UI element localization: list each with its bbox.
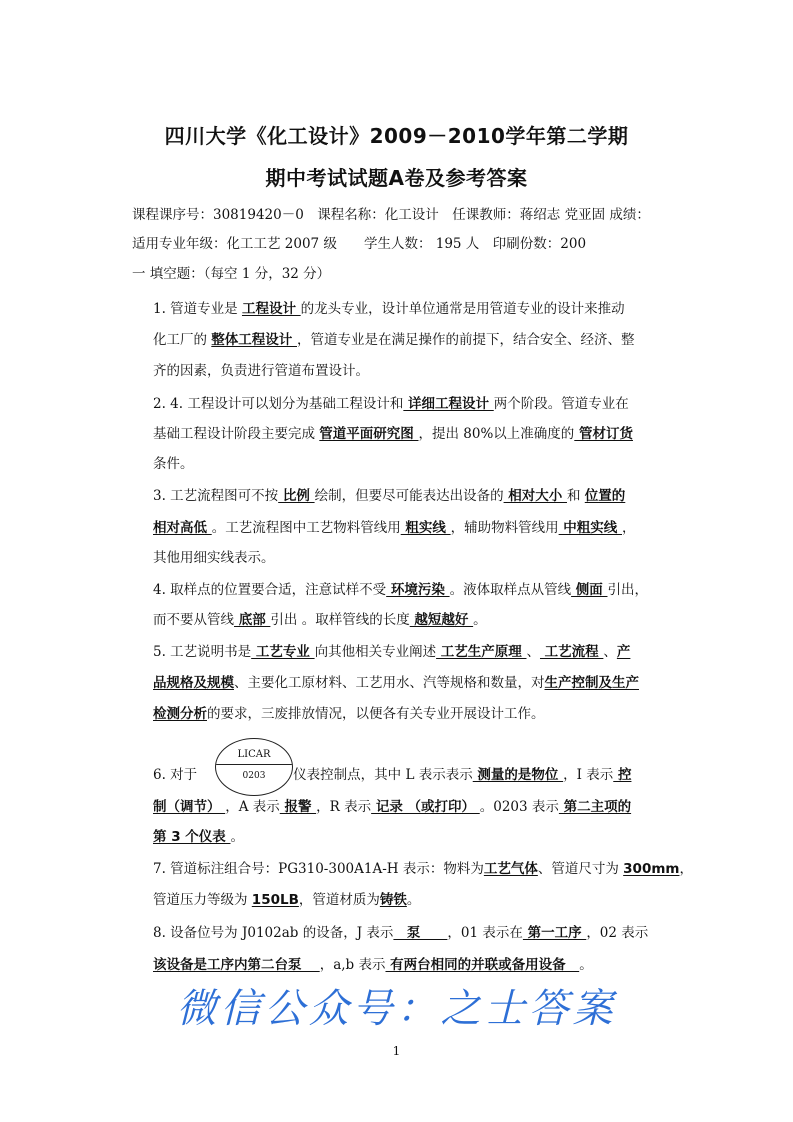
text-line [153,674,639,692]
question-text: 7. 管道标注组合号：PG310-300A1A-H 表示：物料为 [153,861,484,877]
question-text: 一 填空题：（每空 1 分，32 分） [132,266,331,282]
question-text: 8. 设备位号为 J0102ab 的设备，J 表示 [153,925,394,941]
question-text: 5. 工艺说明书是 [153,644,252,660]
answer-blank: 比例 [278,488,315,504]
question-text: 和 [566,488,585,504]
text-line [153,425,633,443]
instrument-number: 0203 [242,771,266,781]
question-text: 。 [230,829,244,845]
answer-blank: 工艺专业 [251,644,315,660]
text-line [153,924,648,942]
document-subtitle: 期中考试试题A卷及参考答案 [265,166,528,190]
question-text: ，02 表示 [586,925,649,941]
question-text: ，A 表示 [225,799,280,815]
text-line [153,643,630,661]
question-text: 课程课序号：30819420－0 课程名称：化工设计 任课教师：蒋绍志 党亚固 成绩： [132,207,650,223]
answer-blank: 工艺生产原理 [436,644,527,660]
question-text: ，管道材质为 [298,892,380,908]
question-text: 适用专业年级：化工工艺 2007 级 学生人数： 195 人 印刷份数：200 [132,236,587,252]
question-text: ，a,b 表示 [319,957,386,973]
question-text: 。 [579,957,593,973]
text-line [153,798,631,816]
text-line [153,331,635,349]
question-text: 。0203 表示 [479,799,559,815]
answer-blank: 150LB [251,892,299,908]
question-text: 1. 管道专业是 [153,301,242,317]
question-text: ， [679,861,693,877]
instrument-tag: LICAR [237,749,271,760]
answer-blank: 记录 （或打印） [371,799,480,815]
document-title: 四川大学《化工设计》2009－2010学年第二学期 [164,124,629,148]
answer-blank: 品规格及规模 [153,675,234,691]
answer-blank: 测量的是物位 [472,767,564,783]
question-text: 基础工程设计阶段主要完成 [153,426,320,442]
text-line [153,455,194,473]
question-text: 3. 工艺流程图可不按 [153,488,279,504]
question-text: 。 [473,612,487,628]
question-text: 两个阶段。管道专业在 [493,396,629,412]
answer-blank: 环境污染 [386,582,450,598]
answer-blank: 第一工序 [522,925,587,941]
answer-blank: 控 [613,767,632,783]
question-text: 、 [603,644,617,660]
question-text: ，I 表示 [563,767,614,783]
answer-blank: 底部 [234,612,271,628]
answer-blank: 泵 [393,925,448,941]
text-line [153,300,625,318]
answer-blank: 第 3 个仪表 [153,829,231,845]
text-line [153,362,369,380]
answer-blank: 侧面 [571,582,608,598]
text-line [153,549,275,567]
answer-blank: 中粗实线 [558,520,623,536]
question-text: 管道压力等级为 [153,892,252,908]
question-text: ，提出 80%以上准确度的 [418,426,575,442]
answer-blank: 报警 [279,799,317,815]
text-line [132,265,330,283]
text-line [153,519,636,537]
question-text: 4. 取样点的位置要合适，注意试样不受 [153,582,387,598]
text-line [153,705,545,723]
question-text: 化工厂的 [153,332,212,348]
text-line [153,956,593,974]
answer-blank: 工艺流程 [539,644,604,660]
answer-blank: 工程设计 [241,301,301,317]
question-text: ，辅助物料管线用 [450,520,559,536]
question-text: 、主要化工原材料、工艺用水、汽等规格和数量，对 [234,675,545,691]
page-number: 1 [392,1044,401,1058]
answer-blank: 详细工程设计 [403,396,494,412]
answer-blank: 管材订货 [574,426,633,442]
answer-blank: 300mm [623,861,680,877]
question-text: 2. 4. 工程设计可以划分为基础工程设计和 [153,396,404,412]
text-line [132,235,586,253]
answer-blank: 管道平面研究图 [319,426,419,442]
question-text: ，R 表示 [316,799,372,815]
answer-blank: 整体工程设计 [211,332,297,348]
instrument-divider [216,764,292,765]
question-text: 引出 。取样管线的长度 [270,612,410,628]
instrument-symbol-circle [215,738,293,796]
question-text: 。工艺流程图中工艺物料管线用 [211,520,401,536]
text-line [153,828,244,846]
answer-blank: 制（调节） [153,799,226,815]
question-text: 。 [406,892,421,908]
text-line [132,206,650,224]
text-line [153,581,648,599]
question-text: 、 [526,644,540,660]
text-line [153,891,420,909]
text-line [153,487,625,505]
answer-blank: 有两台相同的并联或备用设备 [385,957,580,973]
question-text: ， [622,520,636,536]
question-text: 、管道尺寸为 [537,861,624,877]
question-text: 齐的因素，负责进行管道布置设计。 [153,363,369,379]
answer-blank: 位置的 [584,488,626,504]
answer-blank: 粗实线 [400,520,451,536]
answer-blank: 产 [616,644,631,660]
answer-blank: 第二主项的 [558,799,632,815]
question-text: ，管道专业是在满足操作的前提下，结合安全、经济、整 [297,332,635,348]
question-text: 绘制，但要尽可能表达出设备的 [314,488,504,504]
question-text: 其他用细实线表示。 [153,550,275,566]
question-text: 6. 对于 [153,767,198,783]
question-text: 。液体取样点从管线 [449,582,572,598]
question-text: 向其他相关专业阐述 [314,644,437,660]
answer-blank: 生产控制及生产 [544,675,639,691]
answer-blank: 越短越好 [409,612,474,628]
question-text: ，01 表示在 [447,925,523,941]
answer-blank: 相对高低 [153,520,212,536]
text-line [153,860,693,878]
question-text: 而不要从管线 [153,612,234,628]
answer-blank: 该设备是工序内第二台泵 [153,957,320,973]
text-line [153,611,487,629]
question-text: 仪表控制点，其中 L 表示表示 [293,767,473,783]
answer-blank: 工艺气体 [483,861,538,877]
question-text: 条件。 [153,456,194,472]
answer-blank: 相对大小 [503,488,567,504]
answer-blank: 检测分析 [153,706,207,722]
watermark: 微信公众号：之士答案 [176,986,617,1032]
question-text: 的要求，三废排放情况，以便各有关专业开展设计工作。 [207,706,545,722]
question-text: 的龙头专业，设计单位通常是用管道专业的设计来推动 [300,301,625,317]
answer-blank: 铸铁 [379,892,407,908]
question-text: 引出， [607,582,648,598]
text-line [153,395,629,413]
